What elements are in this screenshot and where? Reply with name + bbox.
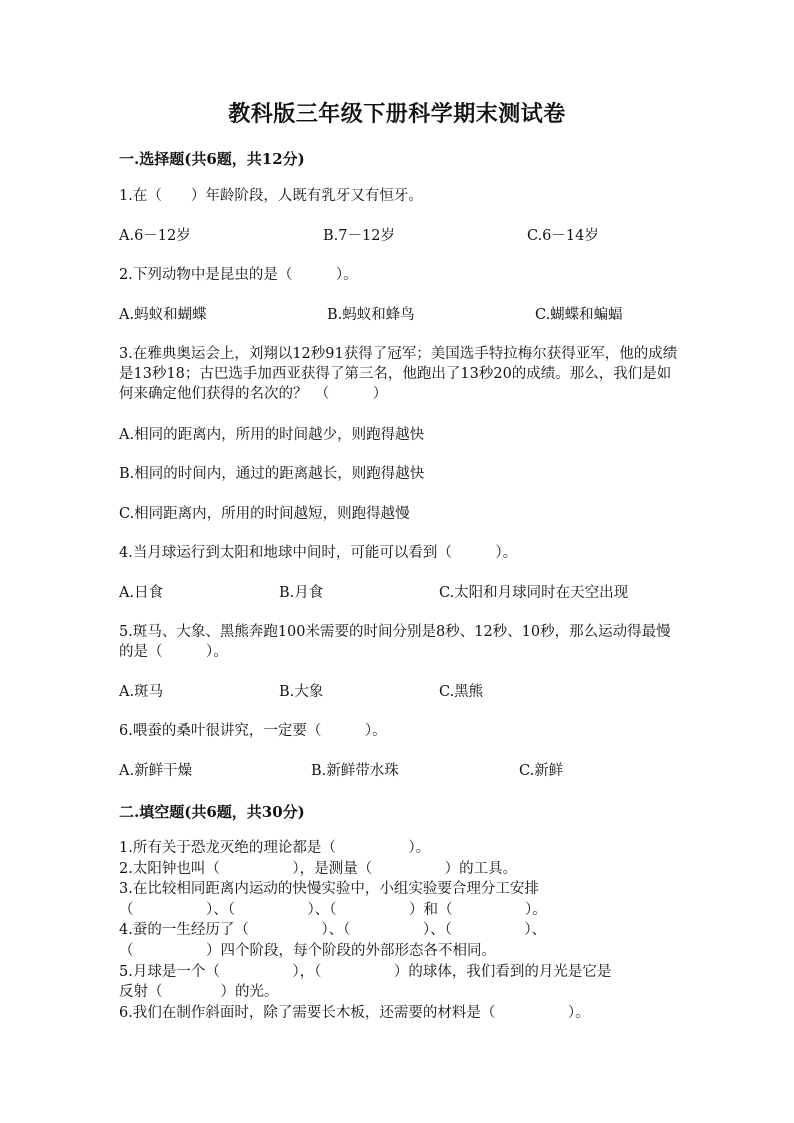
question-2: 2.下列动物中是昆虫的是（ ）。 bbox=[119, 267, 358, 283]
option-2a: A.蚂蚁和蝴蝶 bbox=[119, 307, 207, 323]
fill-line: 反射（ ）的光。 bbox=[119, 984, 279, 1001]
option-3a: A.相同的距离内，所用的时间越少，则跑得越快 bbox=[119, 427, 425, 443]
question-3: 3.在雅典奥运会上，刘翔以12秒91获得了冠军；美国选手特拉梅尔获得亚军，他的成绩是13秒18；古巴选手加西亚获得了第三名，他跑出了13秒20的成绩。那么，我们是如何来确定他们获得的名次的？ （ ） bbox=[119, 346, 678, 402]
fill-line: （ ）四个阶段，每个阶段的外部形态各不相同。 bbox=[119, 942, 496, 959]
option-4c: C.太阳和月球同时在天空出现 bbox=[439, 585, 629, 601]
option-5b: B.大象 bbox=[279, 684, 324, 700]
fill-line: 2.太阳钟也叫（ ），是测量（ ）的工具。 bbox=[119, 860, 518, 877]
option-5a: A.斑马 bbox=[119, 684, 164, 700]
option-1a: A.6－12岁 bbox=[119, 228, 191, 244]
fill-line: 6.我们在制作斜面时，除了需要长木板，还需要的材料是（ ）。 bbox=[119, 1004, 590, 1021]
question-5: 5.斑马、大象、黑熊奔跑100米需要的时间分别是8秒、12秒、10秒，那么运动得最慢的是（ ）。 bbox=[119, 624, 671, 660]
option-5c: C.黑熊 bbox=[439, 684, 484, 700]
question-1: 1.在（ ）年龄阶段，人既有乳牙又有恒牙。 bbox=[119, 188, 423, 204]
fill-line: 3.在比较相同距离内运动的快慢实验中，小组实验要合理分工安排 bbox=[119, 881, 539, 898]
fill-line: 5.月球是一个（ ），（ ）的球体，我们看到的月光是它是 bbox=[119, 963, 612, 980]
question-4: 4.当月球运行到太阳和地球中间时，可能可以看到（ ）。 bbox=[119, 545, 518, 561]
option-3b: B.相同的时间内，通过的距离越长，则跑得越快 bbox=[119, 466, 425, 482]
fill-line: 1.所有关于恐龙灭绝的理论都是（ ）。 bbox=[119, 840, 431, 856]
option-6c: C.新鲜 bbox=[519, 763, 564, 779]
fill-line: （ ）、（ ）、（ ）和（ ）。 bbox=[119, 901, 547, 918]
section-heading-fill: 二.填空题(共6题，共30分) bbox=[119, 803, 305, 821]
option-2c: C.蝴蝶和蝙蝠 bbox=[535, 307, 623, 323]
fill-line: 4.蚕的一生经历了（ ）、（ ）、（ ）、 bbox=[119, 922, 547, 939]
option-6a: A.新鲜干燥 bbox=[119, 763, 193, 779]
option-6b: B.新鲜带水珠 bbox=[311, 763, 399, 779]
option-1b: B.7－12岁 bbox=[323, 228, 395, 244]
question-6: 6.喂蚕的桑叶很讲究，一定要（ ）。 bbox=[119, 723, 387, 739]
option-2b: B.蚂蚁和蜂鸟 bbox=[327, 307, 415, 323]
option-3c: C.相同距离内，所用的时间越短，则跑得越慢 bbox=[119, 506, 410, 522]
page-title: 教科版三年级下册科学期末测试卷 bbox=[228, 101, 566, 127]
fill-in-questions bbox=[119, 838, 689, 1023]
option-4b: B.月食 bbox=[279, 585, 324, 601]
section-heading-choice: 一.选择题(共6题，共12分) bbox=[119, 150, 305, 168]
option-1c: C.6－14岁 bbox=[527, 228, 599, 244]
option-4a: A.日食 bbox=[119, 585, 164, 601]
